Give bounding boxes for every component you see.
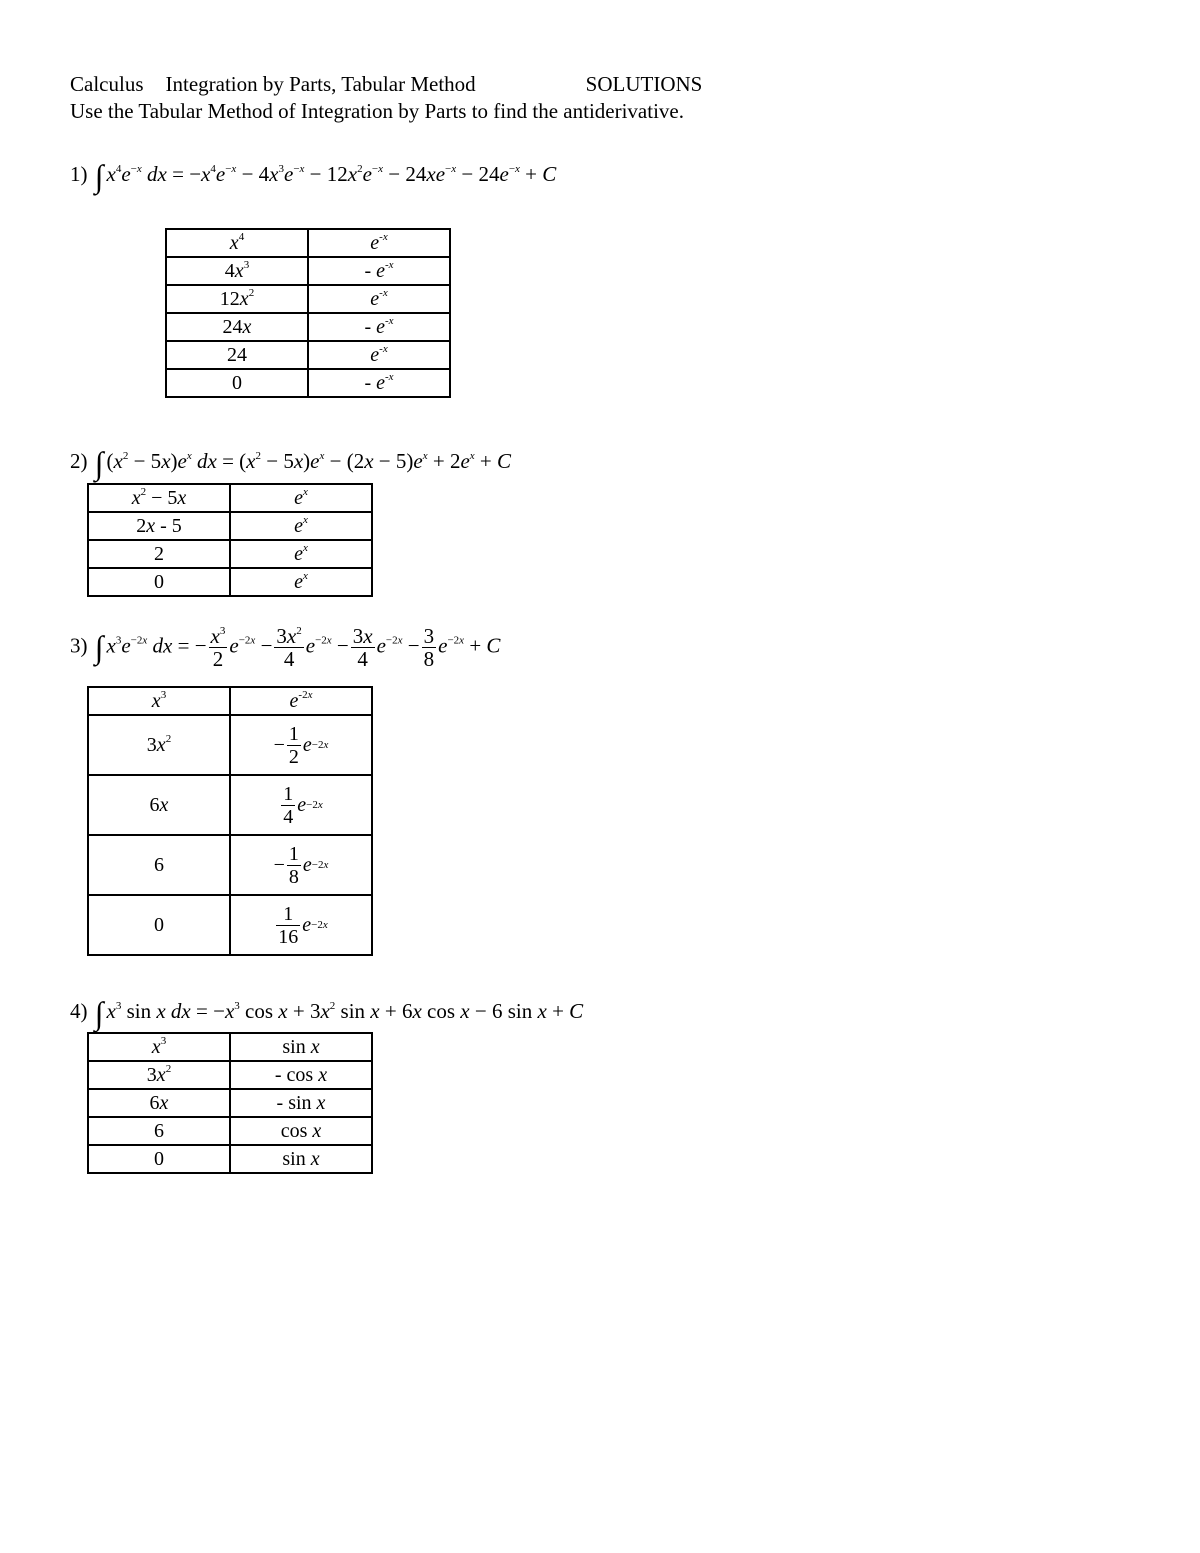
problem-4-equation: 4) ∫ $x^3$ sin x dx = $-x^3$ $\cos x + 3x^2$ sin x + 6x cos x − 6 sin x + C xyxy=(70,995,584,1031)
derivative-cell: 2 xyxy=(88,540,230,568)
integral-cell: $e^{-x}$ xyxy=(308,285,450,313)
table-row xyxy=(88,540,372,568)
problem-3-equation: 3) ∫ $x^3e^{-2x}$ dx = − $\frac{x^3}{2}$ $e^{-2x}$ − $\frac{3x^2}{4}$ $e^{-2x}$ − $\frac{3x}{4}$ $e^{-2x}$ − $\frac{3}{8}$ $e^{-2x} + C$ xyxy=(70,624,501,671)
problem-3-table xyxy=(87,686,373,956)
problem-1-equation: 1) ∫ $x^4e^{-x}$ dx = $-x^4e^{-x} - 4x^3e^{-x} - 12x^2e^{-x} - 24xe^{-x} - 24e^{-x} + C$ xyxy=(70,158,557,194)
problem-1-number: 1) xyxy=(70,162,88,186)
integral-cell: $\frac{1}{4}$ e −2x xyxy=(230,775,372,835)
table-row xyxy=(88,895,372,955)
derivative-cell: $x^3$ xyxy=(88,1033,230,1061)
integral-cell: − $\frac{1}{2}$ e −2x xyxy=(230,715,372,775)
integral-cell: - $e^{-x}$ xyxy=(308,369,450,397)
derivative-cell: 6x xyxy=(88,775,230,835)
table-row xyxy=(88,835,372,895)
derivative-cell: $3x^2$ xyxy=(88,715,230,775)
derivative-cell: 6 xyxy=(88,835,230,895)
table-row xyxy=(166,369,450,397)
derivative-cell: 0 xyxy=(88,895,230,955)
derivative-cell: 6x xyxy=(88,1089,230,1117)
problem-2-number: 2) xyxy=(70,449,88,473)
instructions: Use the Tabular Method of Integration by Parts to find the antiderivative. xyxy=(70,99,684,123)
table-row xyxy=(166,285,450,313)
derivative-cell: 0 xyxy=(166,369,308,397)
derivative-cell: 24x xyxy=(166,313,308,341)
integral-cell: $e^x$ xyxy=(230,540,372,568)
integral-cell: $e^{-x}$ xyxy=(308,229,450,257)
integral-cell: - cos x xyxy=(230,1061,372,1089)
integral-sign: ∫ xyxy=(94,995,104,1031)
problem-4-number: 4) xyxy=(70,999,88,1023)
topic-title: Integration by Parts, Tabular Method xyxy=(165,72,476,96)
derivative-cell: 0 xyxy=(88,568,230,596)
derivative-cell: 24 xyxy=(166,341,308,369)
integral-sign: ∫ xyxy=(94,445,104,481)
table-row xyxy=(166,341,450,369)
solutions-label: SOLUTIONS xyxy=(585,72,703,96)
derivative-cell: $4x^3$ xyxy=(166,257,308,285)
derivative-cell: $x^4$ xyxy=(166,229,308,257)
table-row xyxy=(88,1117,372,1145)
integral-sign: ∫ xyxy=(94,629,104,666)
table-row xyxy=(166,313,450,341)
table-row xyxy=(88,1089,372,1117)
integral-cell: − $\frac{1}{8}$ e −2x xyxy=(230,835,372,895)
integral-cell: $\frac{1}{16}$ e −2x xyxy=(230,895,372,955)
integral-cell: sin x xyxy=(230,1145,372,1173)
table-row xyxy=(88,1033,372,1061)
course-name: Calculus xyxy=(70,72,144,96)
integral-cell: - $e^{-x}$ xyxy=(308,313,450,341)
integral-cell: - sin x xyxy=(230,1089,372,1117)
derivative-cell: $x^3$ xyxy=(88,687,230,715)
problem-3-number: 3) xyxy=(70,633,88,658)
derivative-cell: 6 xyxy=(88,1117,230,1145)
derivative-cell: 2x - 5 xyxy=(88,512,230,540)
integral-cell: - $e^{-x}$ xyxy=(308,257,450,285)
table-row xyxy=(88,512,372,540)
integral-cell: $e^x$ xyxy=(230,484,372,512)
table-row xyxy=(166,257,450,285)
integral-cell: $e^{-2x}$ xyxy=(230,687,372,715)
problem-1-table xyxy=(165,228,451,398)
table-row xyxy=(88,687,372,715)
problem-2-equation: 2) ∫ $(x^2 - 5x)e^x$ dx = $(x^2 - 5x)e^x - (2x - 5)e^x + 2e^x + C$ xyxy=(70,445,512,481)
integral-cell: sin x xyxy=(230,1033,372,1061)
integral-cell: $e^x$ xyxy=(230,512,372,540)
table-row xyxy=(88,1145,372,1173)
table-row xyxy=(88,775,372,835)
derivative-cell: $3x^2$ xyxy=(88,1061,230,1089)
table-row xyxy=(88,1061,372,1089)
table-row xyxy=(166,229,450,257)
problem-4-table xyxy=(87,1032,373,1174)
derivative-cell: $x^2 - 5x$ xyxy=(88,484,230,512)
table-row xyxy=(88,715,372,775)
integral-cell: cos x xyxy=(230,1117,372,1145)
integral-sign: ∫ xyxy=(94,158,104,194)
integral-cell: $e^{-x}$ xyxy=(308,341,450,369)
integral-cell: $e^x$ xyxy=(230,568,372,596)
table-row xyxy=(88,484,372,512)
problem-2-table xyxy=(87,483,373,597)
table-row xyxy=(88,568,372,596)
derivative-cell: $12x^2$ xyxy=(166,285,308,313)
page-header xyxy=(70,72,702,97)
derivative-cell: 0 xyxy=(88,1145,230,1173)
